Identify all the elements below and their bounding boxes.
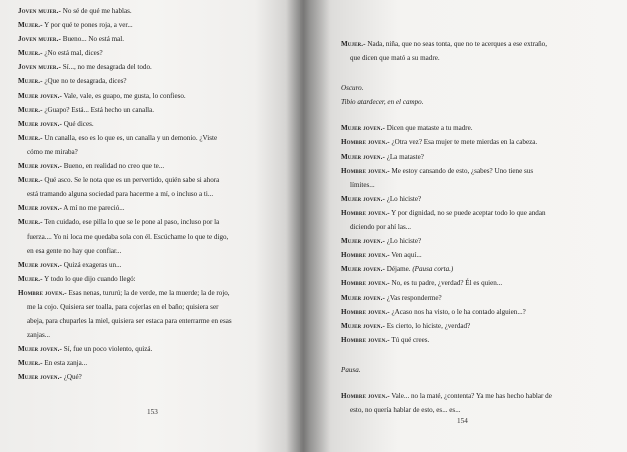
dialogue-text: Déjame. bbox=[384, 265, 413, 274]
speaker-name: Mujer joven.- bbox=[18, 373, 62, 382]
dialogue-line bbox=[341, 333, 552, 347]
speaker-name: Hombre joven.- bbox=[341, 307, 390, 316]
dialogue-line bbox=[341, 389, 552, 403]
dialogue-line bbox=[341, 305, 552, 319]
dialogue-continuation bbox=[18, 145, 232, 159]
dialogue-line bbox=[18, 201, 232, 215]
dialogue-continuation bbox=[18, 300, 232, 314]
dialogue-text: ¿No está mal, dices? bbox=[42, 49, 103, 58]
dialogue-line bbox=[18, 159, 232, 173]
stage-direction bbox=[341, 363, 552, 377]
speaker-name: Joven mujer.- bbox=[18, 7, 61, 15]
dialogue-text: Esas nenas, tururú; la de verde, me la muerde; la de rojo, bbox=[66, 288, 230, 297]
dialogue-text: Sí..., no me desagrada del todo. bbox=[60, 63, 152, 72]
dialogue-text: diciendo por ahí las... bbox=[350, 223, 412, 232]
dialogue-text: ¿Lo hiciste? bbox=[384, 237, 422, 246]
speaker-name: Mujer.- bbox=[18, 133, 43, 142]
dialogue-line bbox=[341, 206, 552, 220]
dialogue-line bbox=[18, 18, 232, 32]
dialogue-line bbox=[18, 342, 232, 356]
dialogue-text: Vale, vale, es guapo, me gusta, lo confieso. bbox=[61, 91, 186, 100]
speaker-name: Hombre joven.- bbox=[341, 335, 390, 344]
dialogue-text: ¿Que no te desagrada, dices? bbox=[42, 77, 127, 86]
dialogue-line bbox=[18, 370, 232, 384]
dialogue-text: ¿Acaso nos ha visto, o le ha contado alguien...? bbox=[389, 307, 526, 316]
dialogue-line bbox=[18, 60, 232, 74]
speaker-name: Mujer.- bbox=[18, 49, 43, 58]
dialogue-text: Bueno, en realidad no creo que te... bbox=[61, 162, 165, 171]
speaker-name: Mujer.- bbox=[18, 105, 43, 114]
dialogue-continuation bbox=[341, 178, 552, 192]
dialogue-line bbox=[341, 234, 552, 248]
speaker-name: Mujer joven.- bbox=[18, 345, 62, 354]
speaker-name: Mujer.- bbox=[18, 176, 43, 185]
spacer bbox=[341, 377, 552, 389]
speaker-name: Mujer joven.- bbox=[341, 321, 385, 330]
speaker-name: Hombre joven.- bbox=[341, 279, 390, 288]
speaker-name: Mujer.- bbox=[18, 218, 43, 227]
dialogue-text: No, es tu padre, ¿verdad? Él es quien... bbox=[389, 279, 503, 288]
dialogue-text: zanjas... bbox=[27, 331, 51, 340]
speaker-name: Joven mujer.- bbox=[18, 63, 61, 72]
dialogue-text: ¿Guapo? Está... Está hecho un canalla. bbox=[42, 105, 155, 114]
dialogue-line bbox=[18, 89, 232, 103]
speaker-name: Mujer joven.- bbox=[341, 265, 385, 274]
speaker-name: Hombre joven.- bbox=[341, 138, 390, 147]
dialogue-text: Ven aquí... bbox=[389, 251, 422, 260]
speaker-name: Hombre joven.- bbox=[341, 391, 390, 400]
dialogue-text: Qué asco. Se le nota que es un pervertido, quién sabe si ahora bbox=[42, 176, 220, 185]
stage-direction-text: Pausa. bbox=[341, 365, 361, 374]
dialogue-text: Ten cuidado, ese pilla lo que se le pone al paso, incluso por la bbox=[42, 218, 220, 227]
dialogue-line bbox=[18, 258, 232, 272]
speaker-name: Joven mujer.- bbox=[18, 35, 61, 44]
speaker-name: Hombre joven.- bbox=[341, 208, 390, 217]
speaker-name: Mujer.- bbox=[18, 77, 43, 86]
dialogue-continuation bbox=[341, 51, 552, 65]
dialogue-line bbox=[341, 262, 552, 276]
dialogue-line bbox=[341, 150, 552, 164]
dialogue-line bbox=[341, 135, 552, 149]
dialogue-line bbox=[341, 164, 552, 178]
speaker-name: Mujer joven.- bbox=[18, 260, 62, 269]
inline-stage-direction: (Pausa corta.) bbox=[412, 265, 454, 274]
stage-direction-text: Tibio atardecer, en el campo. bbox=[341, 98, 424, 107]
dialogue-continuation bbox=[18, 314, 232, 328]
dialogue-text: abeja, para chuparles la miel, quisiera ser estaca para enterrarme en esas bbox=[27, 317, 232, 326]
speaker-name: Mujer joven.- bbox=[341, 194, 385, 203]
dialogue-continuation bbox=[18, 244, 232, 258]
speaker-name: Mujer joven.- bbox=[18, 162, 62, 171]
dialogue-text: está tramando alguna sociedad para hacerme a mí, o incluso a ti... bbox=[27, 190, 214, 199]
dialogue-text: Qué dices. bbox=[61, 119, 94, 128]
speaker-name: Hombre joven.- bbox=[341, 251, 390, 260]
spacer bbox=[341, 347, 552, 363]
speaker-name: Mujer.- bbox=[18, 359, 43, 368]
dialogue-text: Vale... no la maté, ¿contenta? Ya me has hecho hablar de bbox=[389, 391, 552, 400]
speaker-name: Mujer joven.- bbox=[18, 119, 62, 128]
dialogue-text: límites... bbox=[350, 180, 375, 189]
spacer bbox=[341, 109, 552, 121]
right-page-text bbox=[341, 37, 552, 417]
speaker-name: Mujer.- bbox=[18, 21, 43, 30]
dialogue-text: ¿Qué? bbox=[61, 373, 82, 382]
dialogue-text: Nada, niña, que no seas tonta, que no te acerques a ese extraño, bbox=[365, 40, 548, 48]
stage-direction bbox=[341, 95, 552, 109]
dialogue-text: En esta zanja... bbox=[42, 359, 88, 368]
dialogue-line bbox=[341, 276, 552, 290]
dialogue-text: Es cierto, lo hiciste, ¿verdad? bbox=[384, 321, 471, 330]
dialogue-line bbox=[18, 74, 232, 88]
dialogue-line bbox=[18, 356, 232, 370]
left-page-text bbox=[18, 4, 232, 385]
dialogue-text: Sí, fue un poco violento, quizá. bbox=[61, 345, 153, 354]
dialogue-text: ¿Vas responderme? bbox=[384, 293, 442, 302]
speaker-name: Mujer.- bbox=[341, 40, 366, 48]
dialogue-continuation bbox=[18, 328, 232, 342]
speaker-name: Mujer joven.- bbox=[18, 91, 62, 100]
dialogue-text: fuerza.... Yo ni loca me quedaba sola con él. Escúchame lo que te digo, bbox=[27, 232, 229, 241]
dialogue-line bbox=[341, 192, 552, 206]
stage-direction bbox=[341, 81, 552, 95]
dialogue-line bbox=[341, 291, 552, 305]
dialogue-continuation bbox=[18, 230, 232, 244]
dialogue-line bbox=[18, 103, 232, 117]
dialogue-continuation bbox=[341, 403, 552, 417]
dialogue-text: Bueno... No está mal. bbox=[60, 35, 125, 44]
dialogue-text: cómo me miraba? bbox=[27, 147, 78, 156]
dialogue-line bbox=[341, 121, 552, 135]
book-gutter-shadow bbox=[286, 0, 330, 452]
speaker-name: Mujer joven.- bbox=[341, 152, 385, 161]
dialogue-line bbox=[18, 272, 232, 286]
speaker-name: Hombre joven.- bbox=[341, 166, 390, 175]
dialogue-text: Dicen que mataste a tu madre. bbox=[384, 124, 473, 133]
speaker-name: Mujer joven.- bbox=[18, 204, 62, 213]
dialogue-text: Y por qué te pones roja, a ver... bbox=[42, 21, 133, 30]
dialogue-text: esto, no quería hablar de esto, es... es... bbox=[350, 406, 461, 415]
dialogue-continuation bbox=[18, 187, 232, 201]
dialogue-text: Quizá exageras un... bbox=[61, 260, 122, 269]
dialogue-text: Me estoy cansando de esto, ¿sabes? Uno tiene sus bbox=[389, 166, 534, 175]
dialogue-line bbox=[18, 117, 232, 131]
stage-direction-text: Oscuro. bbox=[341, 84, 364, 93]
dialogue-text: Tú qué crees. bbox=[389, 335, 430, 344]
dialogue-text: Y todo lo que dijo cuando llegó: bbox=[42, 274, 136, 283]
speaker-name: Mujer joven.- bbox=[341, 237, 385, 246]
speaker-name: Mujer joven.- bbox=[341, 293, 385, 302]
dialogue-continuation bbox=[341, 220, 552, 234]
dialogue-line bbox=[18, 215, 232, 229]
spacer bbox=[341, 65, 552, 81]
dialogue-text: ¿La mataste? bbox=[384, 152, 424, 161]
speaker-name: Hombre joven.- bbox=[18, 288, 67, 297]
dialogue-text: me la cojo. Quisiera ser toalla, para cojerlas en el baño; quisiera ser bbox=[27, 302, 219, 311]
dialogue-line bbox=[18, 131, 232, 145]
speaker-name: Mujer joven.- bbox=[341, 124, 385, 133]
dialogue-line bbox=[341, 248, 552, 262]
dialogue-text: ¿Lo hiciste? bbox=[384, 194, 422, 203]
dialogue-line bbox=[18, 46, 232, 60]
right-page-number: 154 bbox=[457, 417, 468, 425]
dialogue-line bbox=[18, 173, 232, 187]
dialogue-line bbox=[341, 319, 552, 333]
dialogue-text: que dicen que mató a su madre. bbox=[350, 54, 440, 63]
dialogue-line bbox=[18, 4, 232, 18]
dialogue-text: ¿Otra vez? Esa mujer te mete mierdas en la cabeza. bbox=[389, 138, 538, 147]
dialogue-line bbox=[341, 37, 552, 51]
speaker-name: Mujer.- bbox=[18, 274, 43, 283]
dialogue-line bbox=[18, 286, 232, 300]
dialogue-text: Y por dignidad, no se puede aceptar todo lo que andan bbox=[389, 208, 546, 217]
dialogue-line bbox=[18, 32, 232, 46]
dialogue-text: Un canalla, eso es lo que es, un canalla y un demonio. ¿Viste bbox=[42, 133, 218, 142]
dialogue-text: No sé de qué me hablas. bbox=[60, 7, 132, 15]
dialogue-text: A mí no me pareció... bbox=[61, 204, 125, 213]
left-page-number: 153 bbox=[147, 408, 158, 416]
dialogue-text: en esa gente no hay que confiar... bbox=[27, 246, 122, 255]
